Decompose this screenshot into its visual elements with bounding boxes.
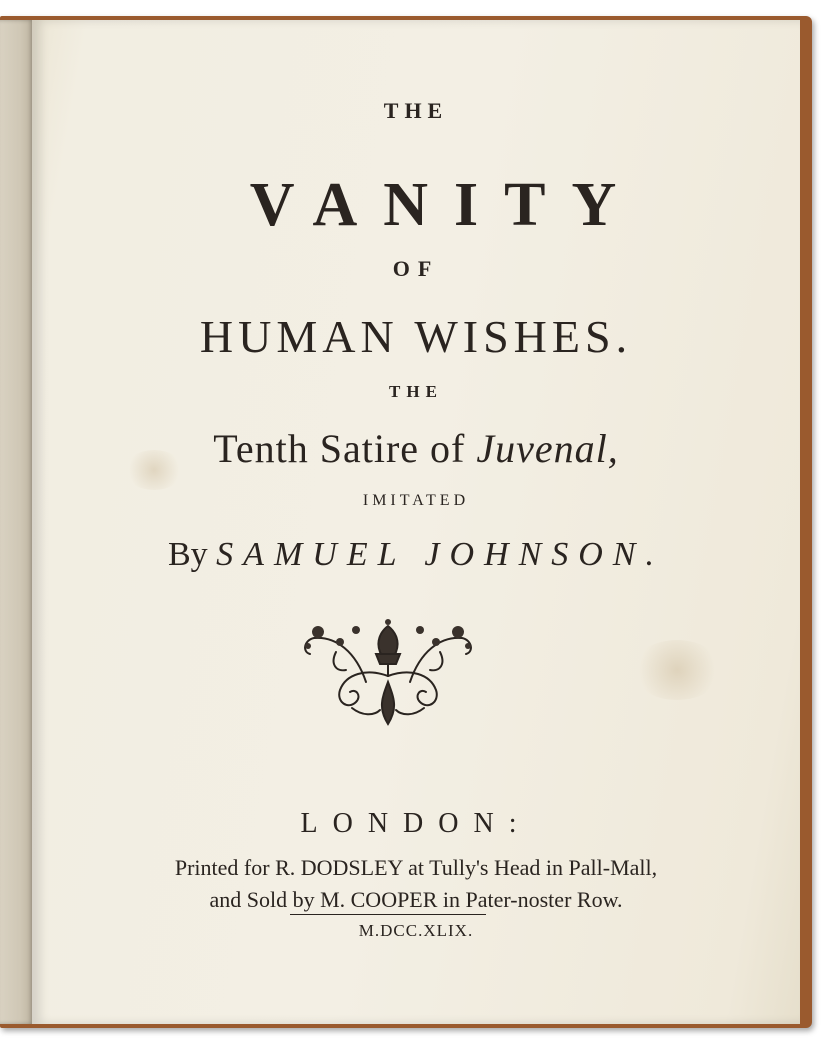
imprint-city: LONDON: [300, 808, 532, 839]
imitated-line: IMITATED [362, 492, 470, 509]
title-vanity: VANITY [249, 171, 643, 239]
imprint-printer [32, 852, 800, 916]
imprint-line-2: and Sold by M. COOPER in Pater-noster Row. [209, 887, 623, 912]
title-page [32, 20, 800, 1024]
imprint-line-1: Printed for R. DODSLEY at Tully's Head in Pall-Mall, [174, 855, 658, 880]
satire-prefix: Tenth Satire of [213, 426, 466, 471]
imprint-rule [290, 914, 486, 915]
title-human-wishes: HUMAN WISHES. [199, 311, 633, 362]
urn-floral-ornament-icon [296, 612, 480, 730]
subtitle-the: THE [389, 382, 443, 401]
imprint-year: M.DCC.XLIX. [358, 921, 474, 940]
author-name: SAMUEL JOHNSON. [216, 536, 664, 573]
foxing-spot [632, 640, 722, 700]
author-line [32, 536, 800, 574]
satire-juvenal: Juvenal, [476, 426, 619, 471]
title-of: OF [392, 256, 440, 281]
subtitle-tenth-satire [32, 425, 800, 472]
facing-page-edge [0, 20, 34, 1024]
title-the: THE [383, 98, 449, 123]
by-word: By [167, 536, 208, 573]
